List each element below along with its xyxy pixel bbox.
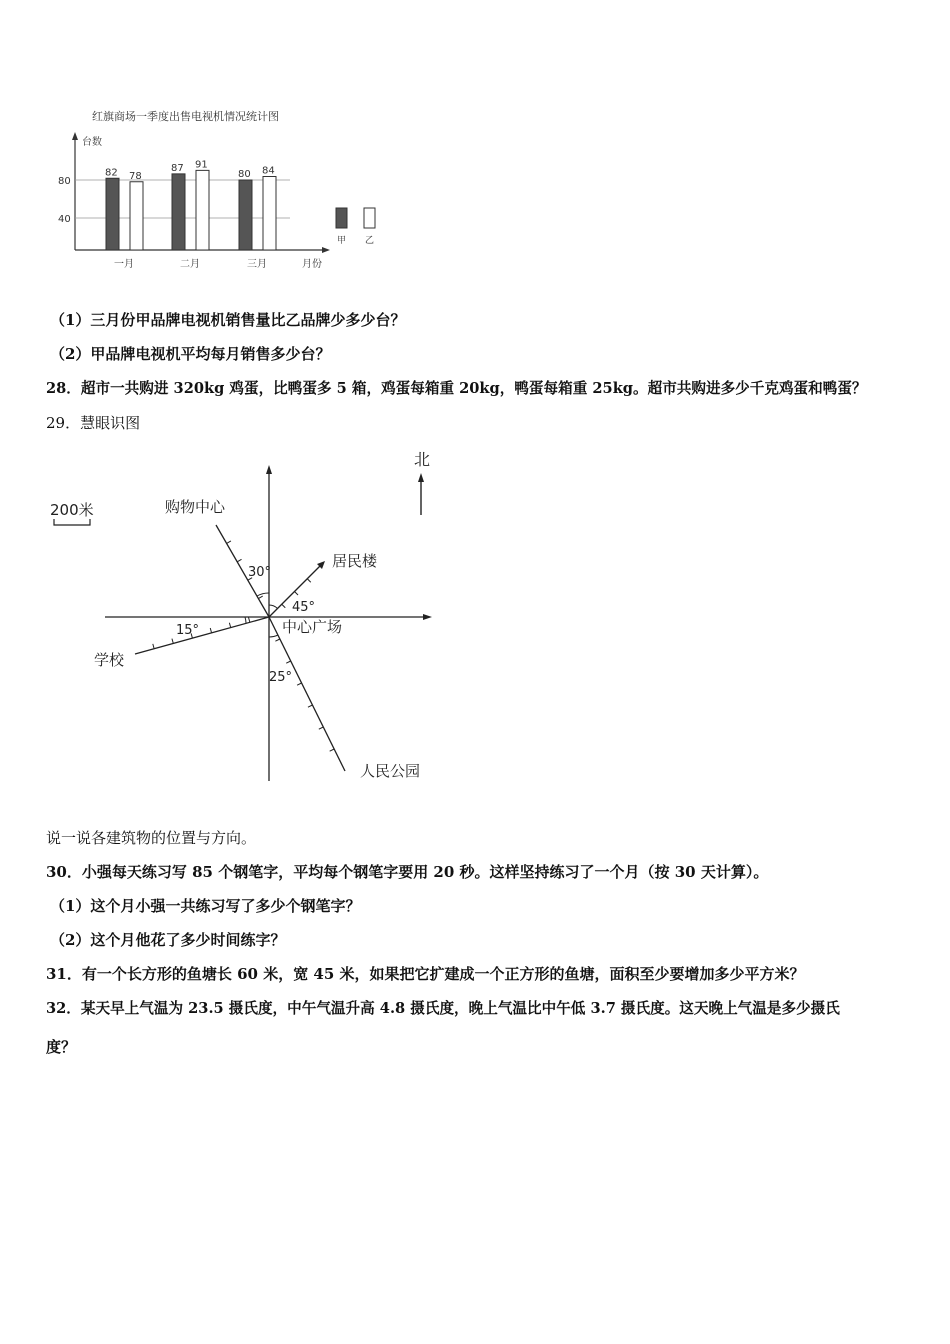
arc-30 bbox=[257, 593, 269, 596]
angle-45: 45° bbox=[292, 600, 316, 615]
bar-value-label: 87 bbox=[171, 162, 184, 174]
bar-value-label: 78 bbox=[129, 170, 142, 182]
bar-乙-三月 bbox=[263, 177, 276, 251]
bar-甲-一月 bbox=[106, 178, 119, 250]
ray-tick bbox=[210, 628, 211, 633]
angle-30: 30° bbox=[248, 565, 272, 580]
arc-15 bbox=[245, 617, 246, 623]
east-arrowhead bbox=[423, 614, 432, 620]
question-29-prompt: 说一说各建筑物的位置与方向。 bbox=[46, 829, 257, 847]
x-tick-label: 三月 bbox=[247, 259, 267, 270]
ray-tick bbox=[282, 604, 286, 608]
y-axis-label: 台数 bbox=[82, 137, 102, 148]
question-29-title: 29．慧眼识图 bbox=[46, 414, 141, 432]
ray-tick bbox=[319, 727, 323, 729]
arc-45 bbox=[269, 605, 278, 609]
legend-swatch-yi bbox=[364, 208, 375, 228]
angle-15: 15° bbox=[176, 623, 200, 638]
ray-tick bbox=[153, 644, 154, 649]
ray-park bbox=[269, 617, 345, 771]
ray-tick bbox=[286, 661, 290, 663]
bar-甲-二月 bbox=[172, 174, 185, 250]
scale-label: 200米 bbox=[50, 501, 94, 519]
ray-tick bbox=[330, 749, 334, 751]
bar-chart bbox=[40, 100, 380, 280]
ray-tick bbox=[295, 592, 299, 596]
ray-tick bbox=[229, 623, 230, 628]
bar-甲-三月 bbox=[239, 180, 252, 250]
label-school: 学校 bbox=[94, 651, 125, 669]
ray-school bbox=[135, 617, 269, 654]
bar-value-label: 91 bbox=[195, 159, 208, 171]
q30-part2: （2）这个月他花了多少时间练字？ bbox=[50, 931, 286, 949]
bar-value-label: 80 bbox=[238, 169, 251, 180]
ray-tick bbox=[297, 683, 301, 685]
question-30: 30．小强每天练习写 85 个钢笔字，平均每个钢笔字要用 20 秒。这样坚持练习了一个月（按 30 天计算）。 bbox=[46, 863, 769, 881]
question-31: 31．有一个长方形的鱼塘长 60 米，宽 45 米，如果把它扩建成一个正方形的鱼塘，面积至少要增加多少平方米？ bbox=[46, 965, 805, 983]
bar-乙-一月 bbox=[130, 182, 143, 250]
ray-tick bbox=[258, 596, 262, 598]
label-center-square: 中心广场 bbox=[282, 618, 343, 636]
x-tick-label: 二月 bbox=[180, 259, 200, 270]
label-residential: 居民楼 bbox=[332, 552, 378, 570]
q27-part1: （1）三月份甲品牌电视机销售量比乙品牌少多少台？ bbox=[50, 311, 406, 329]
bar-value-label: 84 bbox=[262, 165, 275, 177]
q27-part2: （2）甲品牌电视机平均每月销售多少台？ bbox=[50, 345, 331, 363]
y-tick-label: 40 bbox=[58, 214, 71, 225]
question-32-line1: 32．某天早上气温为 23.5 摄氏度，中午气温升高 4.8 摄氏度，晚上气温比中午低 3.7 摄氏度。这天晚上气温是多少摄氏 bbox=[46, 1000, 840, 1017]
ray-tick bbox=[249, 617, 250, 622]
direction-map bbox=[40, 445, 460, 795]
label-people-park: 人民公园 bbox=[360, 762, 421, 780]
scale-bar bbox=[54, 519, 90, 525]
bar-value-label: 82 bbox=[105, 167, 118, 179]
chart-title: 红旗商场一季度出售电视机情况统计图 bbox=[92, 110, 279, 123]
ray-tick bbox=[227, 541, 231, 543]
x-axis-label: 月份 bbox=[302, 259, 322, 270]
north-arrowhead bbox=[418, 473, 424, 482]
ray-tick bbox=[308, 705, 312, 707]
north-axis-arrowhead bbox=[266, 465, 272, 474]
arc-25 bbox=[269, 635, 278, 637]
ray-tick bbox=[275, 639, 279, 641]
q30-part1: （1）这个月小强一共练习写了多少个钢笔字？ bbox=[50, 897, 361, 915]
y-tick-label: 80 bbox=[58, 176, 71, 187]
ray-tick bbox=[237, 559, 241, 561]
question-28: 28．超市一共购进 320kg 鸡蛋，比鸭蛋多 5 箱，鸡蛋每箱重 20kg，鸭蛋每箱重 25kg。超市共购进多少千克鸡蛋和鸭蛋？ bbox=[46, 380, 867, 397]
y-axis-arrow bbox=[72, 132, 78, 140]
question-32-line2: 度？ bbox=[46, 1038, 77, 1056]
legend-swatch-jia bbox=[336, 208, 347, 228]
ray-tick bbox=[172, 639, 173, 644]
north-label: 北 bbox=[414, 450, 431, 469]
legend-label-jia: 甲 bbox=[337, 236, 347, 246]
x-axis-arrow bbox=[322, 247, 330, 253]
angle-25: 25° bbox=[269, 670, 293, 685]
ray-tick bbox=[307, 579, 311, 583]
bar-乙-二月 bbox=[196, 170, 209, 250]
x-tick-label: 一月 bbox=[114, 259, 134, 270]
label-shopping-center: 购物中心 bbox=[165, 498, 226, 516]
legend-label-yi: 乙 bbox=[365, 236, 375, 246]
